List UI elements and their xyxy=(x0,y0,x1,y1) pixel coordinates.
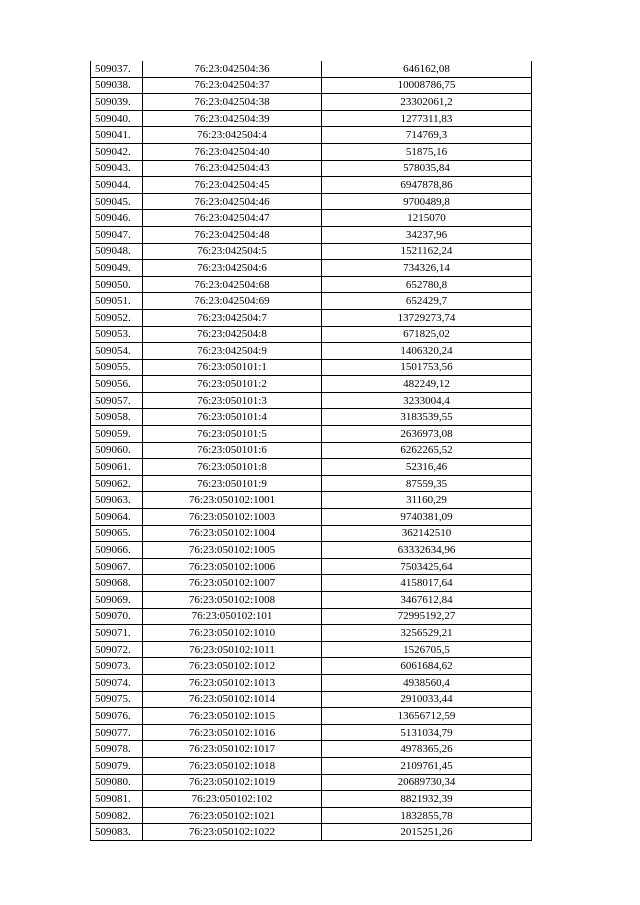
table-row xyxy=(91,691,532,708)
cadastral-number-cell: 76:23:042504:5 xyxy=(143,243,322,260)
cadastral-value-cell: 1277311,83 xyxy=(322,110,532,127)
row-number-cell: 509082. xyxy=(91,807,143,824)
row-number-cell: 509078. xyxy=(91,741,143,758)
cadastral-number-cell: 76:23:050102:1022 xyxy=(143,824,322,841)
cadastral-number-cell: 76:23:042504:39 xyxy=(143,110,322,127)
cadastral-value-cell: 3467612,84 xyxy=(322,592,532,609)
table-row xyxy=(91,509,532,526)
row-number-cell: 509083. xyxy=(91,824,143,841)
cadastral-number-cell: 76:23:050101:2 xyxy=(143,376,322,393)
table-row xyxy=(91,558,532,575)
cadastral-value-cell: 2636973,08 xyxy=(322,426,532,443)
cadastral-number-cell: 76:23:050102:1018 xyxy=(143,757,322,774)
cadastral-number-cell: 76:23:050102:1003 xyxy=(143,509,322,526)
cadastral-value-cell: 2910033,44 xyxy=(322,691,532,708)
table-row xyxy=(91,160,532,177)
cadastral-number-cell: 76:23:050102:1006 xyxy=(143,558,322,575)
cadastral-number-cell: 76:23:050102:102 xyxy=(143,791,322,808)
row-number-cell: 509037. xyxy=(91,61,143,77)
row-number-cell: 509045. xyxy=(91,193,143,210)
table-row xyxy=(91,757,532,774)
table-row xyxy=(91,326,532,343)
cadastral-value-cell: 7503425,64 xyxy=(322,558,532,575)
table-row xyxy=(91,674,532,691)
cadastral-number-cell: 76:23:042504:45 xyxy=(143,177,322,194)
row-number-cell: 509073. xyxy=(91,658,143,675)
cadastral-value-cell: 20689730,34 xyxy=(322,774,532,791)
cadastral-value-cell: 6947878,86 xyxy=(322,177,532,194)
row-number-cell: 509046. xyxy=(91,210,143,227)
cadastral-value-cell: 652429,7 xyxy=(322,293,532,310)
cadastral-number-cell: 76:23:050101:6 xyxy=(143,442,322,459)
cadastral-number-cell: 76:23:042504:46 xyxy=(143,193,322,210)
table-row xyxy=(91,243,532,260)
row-number-cell: 509060. xyxy=(91,442,143,459)
row-number-cell: 509055. xyxy=(91,359,143,376)
cadastral-number-cell: 76:23:050102:1017 xyxy=(143,741,322,758)
row-number-cell: 509044. xyxy=(91,177,143,194)
row-number-cell: 509052. xyxy=(91,309,143,326)
table-row xyxy=(91,94,532,111)
cadastral-value-cell: 4978365,26 xyxy=(322,741,532,758)
table-row xyxy=(91,741,532,758)
cadastral-value-cell: 2015251,26 xyxy=(322,824,532,841)
cadastral-number-cell: 76:23:042504:40 xyxy=(143,143,322,160)
cadastral-value-cell: 87559,35 xyxy=(322,475,532,492)
cadastral-value-cell: 1526705,5 xyxy=(322,641,532,658)
cadastral-value-cell: 1215070 xyxy=(322,210,532,227)
cadastral-value-cell: 1832855,78 xyxy=(322,807,532,824)
cadastral-number-cell: 76:23:050102:1010 xyxy=(143,625,322,642)
cadastral-value-cell: 34237,96 xyxy=(322,226,532,243)
cadastral-value-cell: 482249,12 xyxy=(322,376,532,393)
cadastral-value-cell: 1521162,24 xyxy=(322,243,532,260)
table-row xyxy=(91,475,532,492)
cadastral-value-cell: 13656712,59 xyxy=(322,708,532,725)
cadastral-number-cell: 76:23:050102:1012 xyxy=(143,658,322,675)
cadastral-number-cell: 76:23:050101:3 xyxy=(143,392,322,409)
cadastral-value-table xyxy=(90,61,532,841)
row-number-cell: 509053. xyxy=(91,326,143,343)
cadastral-value-cell: 4158017,64 xyxy=(322,575,532,592)
table-row xyxy=(91,260,532,277)
cadastral-number-cell: 76:23:050102:1011 xyxy=(143,641,322,658)
row-number-cell: 509041. xyxy=(91,127,143,144)
cadastral-value-cell: 8821932,39 xyxy=(322,791,532,808)
row-number-cell: 509057. xyxy=(91,392,143,409)
cadastral-number-cell: 76:23:050101:5 xyxy=(143,426,322,443)
table-row xyxy=(91,459,532,476)
row-number-cell: 509072. xyxy=(91,641,143,658)
cadastral-number-cell: 76:23:042504:69 xyxy=(143,293,322,310)
row-number-cell: 509042. xyxy=(91,143,143,160)
table-row xyxy=(91,724,532,741)
table-row xyxy=(91,127,532,144)
cadastral-number-cell: 76:23:050102:1016 xyxy=(143,724,322,741)
cadastral-value-cell: 646162,08 xyxy=(322,61,532,77)
cadastral-number-cell: 76:23:042504:36 xyxy=(143,61,322,77)
cadastral-value-cell: 23302061,2 xyxy=(322,94,532,111)
row-number-cell: 509065. xyxy=(91,525,143,542)
table-row xyxy=(91,293,532,310)
row-number-cell: 509077. xyxy=(91,724,143,741)
table-row xyxy=(91,193,532,210)
table-row xyxy=(91,210,532,227)
cadastral-number-cell: 76:23:042504:47 xyxy=(143,210,322,227)
table-row xyxy=(91,774,532,791)
cadastral-value-cell: 2109761,45 xyxy=(322,757,532,774)
cadastral-value-cell: 31160,29 xyxy=(322,492,532,509)
cadastral-number-cell: 76:23:042504:38 xyxy=(143,94,322,111)
cadastral-number-cell: 76:23:042504:68 xyxy=(143,276,322,293)
table-row xyxy=(91,658,532,675)
row-number-cell: 509076. xyxy=(91,708,143,725)
row-number-cell: 509070. xyxy=(91,608,143,625)
table-row xyxy=(91,608,532,625)
table-row xyxy=(91,641,532,658)
row-number-cell: 509054. xyxy=(91,343,143,360)
cadastral-number-cell: 76:23:050102:1019 xyxy=(143,774,322,791)
table-row xyxy=(91,309,532,326)
table-row xyxy=(91,359,532,376)
table-row xyxy=(91,575,532,592)
row-number-cell: 509068. xyxy=(91,575,143,592)
row-number-cell: 509061. xyxy=(91,459,143,476)
row-number-cell: 509049. xyxy=(91,260,143,277)
table-row xyxy=(91,376,532,393)
table-row xyxy=(91,392,532,409)
row-number-cell: 509074. xyxy=(91,674,143,691)
cadastral-number-cell: 76:23:050102:1013 xyxy=(143,674,322,691)
table-row xyxy=(91,791,532,808)
table-row xyxy=(91,426,532,443)
cadastral-number-cell: 76:23:042504:43 xyxy=(143,160,322,177)
cadastral-value-cell: 362142510 xyxy=(322,525,532,542)
table-row xyxy=(91,824,532,841)
cadastral-value-cell: 714769,3 xyxy=(322,127,532,144)
cadastral-value-cell: 3183539,55 xyxy=(322,409,532,426)
cadastral-number-cell: 76:23:050102:1021 xyxy=(143,807,322,824)
cadastral-number-cell: 76:23:042504:6 xyxy=(143,260,322,277)
cadastral-number-cell: 76:23:042504:37 xyxy=(143,77,322,94)
cadastral-value-cell: 652780,8 xyxy=(322,276,532,293)
cadastral-value-cell: 4938560,4 xyxy=(322,674,532,691)
row-number-cell: 509080. xyxy=(91,774,143,791)
row-number-cell: 509062. xyxy=(91,475,143,492)
cadastral-value-cell: 734326,14 xyxy=(322,260,532,277)
table-row xyxy=(91,542,532,559)
row-number-cell: 509048. xyxy=(91,243,143,260)
cadastral-value-cell: 13729273,74 xyxy=(322,309,532,326)
row-number-cell: 509079. xyxy=(91,757,143,774)
cadastral-value-cell: 52316,46 xyxy=(322,459,532,476)
table-row xyxy=(91,492,532,509)
table-row xyxy=(91,226,532,243)
row-number-cell: 509051. xyxy=(91,293,143,310)
cadastral-value-cell: 72995192,27 xyxy=(322,608,532,625)
row-number-cell: 509069. xyxy=(91,592,143,609)
row-number-cell: 509067. xyxy=(91,558,143,575)
cadastral-number-cell: 76:23:050101:1 xyxy=(143,359,322,376)
cadastral-number-cell: 76:23:050102:1014 xyxy=(143,691,322,708)
row-number-cell: 509064. xyxy=(91,509,143,526)
cadastral-value-cell: 3233004,4 xyxy=(322,392,532,409)
cadastral-value-cell: 9740381,09 xyxy=(322,509,532,526)
cadastral-number-cell: 76:23:050101:8 xyxy=(143,459,322,476)
row-number-cell: 509050. xyxy=(91,276,143,293)
row-number-cell: 509081. xyxy=(91,791,143,808)
cadastral-number-cell: 76:23:050102:1004 xyxy=(143,525,322,542)
cadastral-value-cell: 1406320,24 xyxy=(322,343,532,360)
table-row xyxy=(91,61,532,77)
cadastral-number-cell: 76:23:050102:1005 xyxy=(143,542,322,559)
cadastral-value-cell: 9700489,8 xyxy=(322,193,532,210)
row-number-cell: 509047. xyxy=(91,226,143,243)
table-row xyxy=(91,276,532,293)
table-row xyxy=(91,592,532,609)
cadastral-number-cell: 76:23:050102:1008 xyxy=(143,592,322,609)
row-number-cell: 509063. xyxy=(91,492,143,509)
row-number-cell: 509039. xyxy=(91,94,143,111)
cadastral-number-cell: 76:23:050102:101 xyxy=(143,608,322,625)
row-number-cell: 509066. xyxy=(91,542,143,559)
cadastral-number-cell: 76:23:050102:1015 xyxy=(143,708,322,725)
cadastral-number-cell: 76:23:042504:9 xyxy=(143,343,322,360)
cadastral-number-cell: 76:23:050101:4 xyxy=(143,409,322,426)
table-row xyxy=(91,110,532,127)
cadastral-value-cell: 6262265,52 xyxy=(322,442,532,459)
table-row xyxy=(91,177,532,194)
cadastral-number-cell: 76:23:042504:4 xyxy=(143,127,322,144)
cadastral-value-cell: 578035,84 xyxy=(322,160,532,177)
row-number-cell: 509056. xyxy=(91,376,143,393)
row-number-cell: 509058. xyxy=(91,409,143,426)
table-body xyxy=(91,61,532,840)
row-number-cell: 509059. xyxy=(91,426,143,443)
cadastral-value-cell: 3256529,21 xyxy=(322,625,532,642)
table-row xyxy=(91,807,532,824)
table-row xyxy=(91,343,532,360)
row-number-cell: 509075. xyxy=(91,691,143,708)
cadastral-value-cell: 1501753,56 xyxy=(322,359,532,376)
table-row xyxy=(91,77,532,94)
cadastral-number-cell: 76:23:042504:48 xyxy=(143,226,322,243)
cadastral-number-cell: 76:23:050102:1001 xyxy=(143,492,322,509)
cadastral-value-cell: 10008786,75 xyxy=(322,77,532,94)
cadastral-value-cell: 6061684,62 xyxy=(322,658,532,675)
cadastral-number-cell: 76:23:042504:8 xyxy=(143,326,322,343)
cadastral-value-cell: 63332634,96 xyxy=(322,542,532,559)
cadastral-number-cell: 76:23:050102:1007 xyxy=(143,575,322,592)
table-row xyxy=(91,143,532,160)
cadastral-value-cell: 5131034,79 xyxy=(322,724,532,741)
row-number-cell: 509040. xyxy=(91,110,143,127)
row-number-cell: 509043. xyxy=(91,160,143,177)
table-row xyxy=(91,525,532,542)
row-number-cell: 509071. xyxy=(91,625,143,642)
table-row xyxy=(91,442,532,459)
table-row xyxy=(91,409,532,426)
cadastral-number-cell: 76:23:050101:9 xyxy=(143,475,322,492)
cadastral-value-cell: 51875,16 xyxy=(322,143,532,160)
table-row xyxy=(91,708,532,725)
row-number-cell: 509038. xyxy=(91,77,143,94)
cadastral-number-cell: 76:23:042504:7 xyxy=(143,309,322,326)
cadastral-value-cell: 671825,02 xyxy=(322,326,532,343)
table-row xyxy=(91,625,532,642)
